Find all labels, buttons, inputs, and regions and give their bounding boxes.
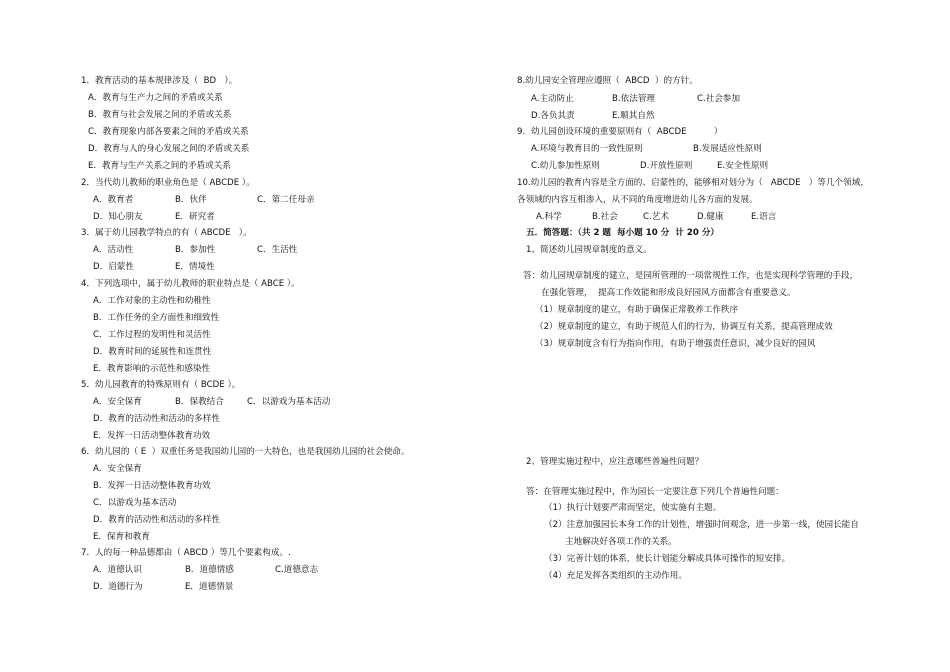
q5-option-c: C．以游戏为基本活动 — [247, 397, 331, 407]
q2-option-c: C．第二任母亲 — [257, 195, 315, 205]
q2-stem: 2．当代幼儿教师的职业角色是（ ABCDE ）。 — [81, 178, 255, 188]
short-answer-2-point-3: （3）完善计划的体系，使长计划能分解成具体可操作的短安排。 — [544, 554, 791, 564]
q8-option-a: A.主动防止 — [531, 94, 574, 104]
q8-option-c: C.社会参加 — [697, 94, 741, 104]
q1-option-c: C．教育现象内部各要素之间的矛盾或关系 — [88, 127, 249, 137]
q1-stem: 1．教育活动的基本规律涉及（ BD ）。 — [81, 76, 238, 86]
q10-option-b: B.社会 — [592, 212, 618, 222]
q6-option-c: C．以游戏为基本活动 — [93, 498, 177, 508]
q8-stem: 8.幼儿园安全管理应遵照（ ABCD ）的方针。 — [517, 76, 698, 86]
q6-option-b: B．发挥一日活动整体教育功效 — [93, 481, 211, 491]
short-answer-1-answer-line1: 答：幼儿园规章制度的建立，是园所管理的一项常规性工作，也是实现科学管理的手段， — [523, 271, 859, 281]
q6-option-e: E．保育和教育 — [93, 532, 150, 542]
q5-stem: 5．幼儿园教育的特殊原则有（ BCDE ）。 — [81, 380, 241, 390]
q8-option-e: E.顺其自然 — [612, 111, 655, 121]
q9-option-e: E.安全性原则 — [717, 161, 769, 171]
q1-option-d: D．教育与人的身心发展之间的矛盾或关系 — [88, 144, 250, 154]
q10-option-d: D.健康 — [697, 212, 724, 222]
q1-option-e: E．教育与生产关系之间的矛盾或关系 — [88, 161, 231, 171]
q4-option-d: D．教育时间的延展性和连贯性 — [93, 347, 212, 357]
q9-stem: 9．幼儿园创设环境的重要原则有（ ABCDE ） — [517, 127, 723, 137]
q10-stem-line1: 10.幼儿园的教育内容是全方面的、启蒙性的，能够相对划分为（ ABCDE ）等几个领域， — [517, 178, 869, 188]
short-answer-1-question: 1、简述幼儿园规章制度的意义。 — [526, 245, 652, 255]
q3-option-e: E．情境性 — [175, 262, 215, 272]
short-answer-2-point-1: （1）执行计划要严肃而坚定，使实施有主题。 — [544, 503, 722, 513]
q4-stem: 4．下列选项中，属于幼儿教师的职业特点是（ ABCE ）。 — [81, 279, 300, 289]
q5-option-a: A．安全保育 — [93, 397, 142, 407]
q4-option-b: B．工作任务的全方面性和细致性 — [93, 313, 220, 323]
q7-option-d: D．道德行为 — [93, 582, 143, 592]
short-answer-1-answer-line2: 在强化管理， 提高工作效能和形成良好园风方面都含有重要意义。 — [541, 288, 796, 298]
q9-option-a: A.环境与教育目的一致性原则 — [531, 144, 643, 154]
q3-option-a: A．活动性 — [93, 245, 134, 255]
q6-option-a: A．安全保育 — [93, 464, 142, 474]
q2-option-b: B．伙伴 — [175, 195, 207, 205]
q3-stem: 3．属于幼儿园教学特点的有（ ABCDE ）。 — [81, 228, 252, 238]
q1-option-b: B．教育与社会发展之间的矛盾或关系 — [88, 110, 232, 120]
q4-option-a: A．工作对象的主动性和幼稚性 — [93, 296, 211, 306]
q2-option-a: A．教育者 — [93, 195, 134, 205]
q7-option-e: E．道德情景 — [185, 582, 234, 592]
q7-option-a: A．道德认识 — [93, 565, 142, 575]
q9-option-d: D.开放性原则 — [640, 161, 693, 171]
short-answer-2-answer: 答：在管理实施过程中，作为园长一定要注意下列几个普遍性问题： — [526, 487, 784, 497]
q3-option-b: B．参加性 — [175, 245, 216, 255]
short-answer-2-point-2: （2）注意加强园长本身工作的计划性，增强时间观念，进一步第一线，使园长能自 — [544, 520, 859, 530]
q3-option-d: D．启蒙性 — [93, 262, 134, 272]
q7-option-c: C.道德意志 — [275, 565, 319, 575]
q7-option-b: B．道德情感 — [185, 565, 234, 575]
q8-option-d: D.各负其责 — [531, 111, 575, 121]
short-answer-2-point-2-cont: 主地解决好各项工作的关系。 — [565, 537, 677, 547]
q5-option-d: D．教育的活动性和活动的多样性 — [93, 414, 220, 424]
short-answer-1-point-2: （2）规章制度的建立，有助于规范人们的行为，协调互有关系，提高管理成效 — [535, 322, 833, 332]
q3-option-c: C．生活性 — [257, 245, 298, 255]
short-answer-1-point-1: （1）规章制度的建立，有助于确保正常教养工作秩序 — [535, 305, 739, 315]
q8-option-b: B.依法管理 — [612, 94, 656, 104]
q6-stem: 6．幼儿园的（ E ）双重任务是我国幼儿园的一大特色，也是我国幼儿园的社会使命。 — [81, 447, 410, 457]
q10-option-a: A.科学 — [536, 212, 562, 222]
q7-stem: 7．人的每一种品德都由（ ABCD ）等几个要素构成。. — [81, 548, 291, 558]
short-answer-1-point-3: （3）规章制度含有行为指向作用，有助于增强责任意识，减少良好的园风 — [535, 339, 816, 349]
section-five-heading: 五．简答题：（共 2 题 每小题 10 分 计 20 分） — [526, 228, 720, 238]
short-answer-2-question: 2、管理实施过程中，应注意哪些普遍性问题？ — [526, 457, 704, 467]
q1-option-a: A．教育与生产力之间的矛盾或关系 — [88, 93, 223, 103]
q4-option-c: C．工作过程的发明性和灵活性 — [93, 330, 211, 340]
q10-option-e: E.语言 — [751, 212, 777, 222]
q5-option-e: E．发挥一日活动整体教育功效 — [93, 431, 211, 441]
q9-option-b: B.发展适应性原则 — [693, 144, 762, 154]
q10-option-c: C.艺术 — [643, 212, 669, 222]
q4-option-e: E．教育影响的示范性和感染性 — [93, 364, 211, 374]
q6-option-d: D．教育的活动性和活动的多样性 — [93, 515, 220, 525]
q2-option-d: D．知心朋友 — [93, 212, 143, 222]
q2-option-e: E．研究者 — [175, 212, 215, 222]
q10-stem-line2: 各领域的内容互相渗入，从不同的角度增进幼儿各方面的发展。 — [517, 195, 758, 205]
q9-option-c: C.幼儿参加性原则 — [531, 161, 600, 171]
short-answer-2-point-4: （4）充足发挥各类组织的主动作用。 — [544, 571, 687, 581]
q5-option-b: B．保教结合 — [175, 397, 224, 407]
